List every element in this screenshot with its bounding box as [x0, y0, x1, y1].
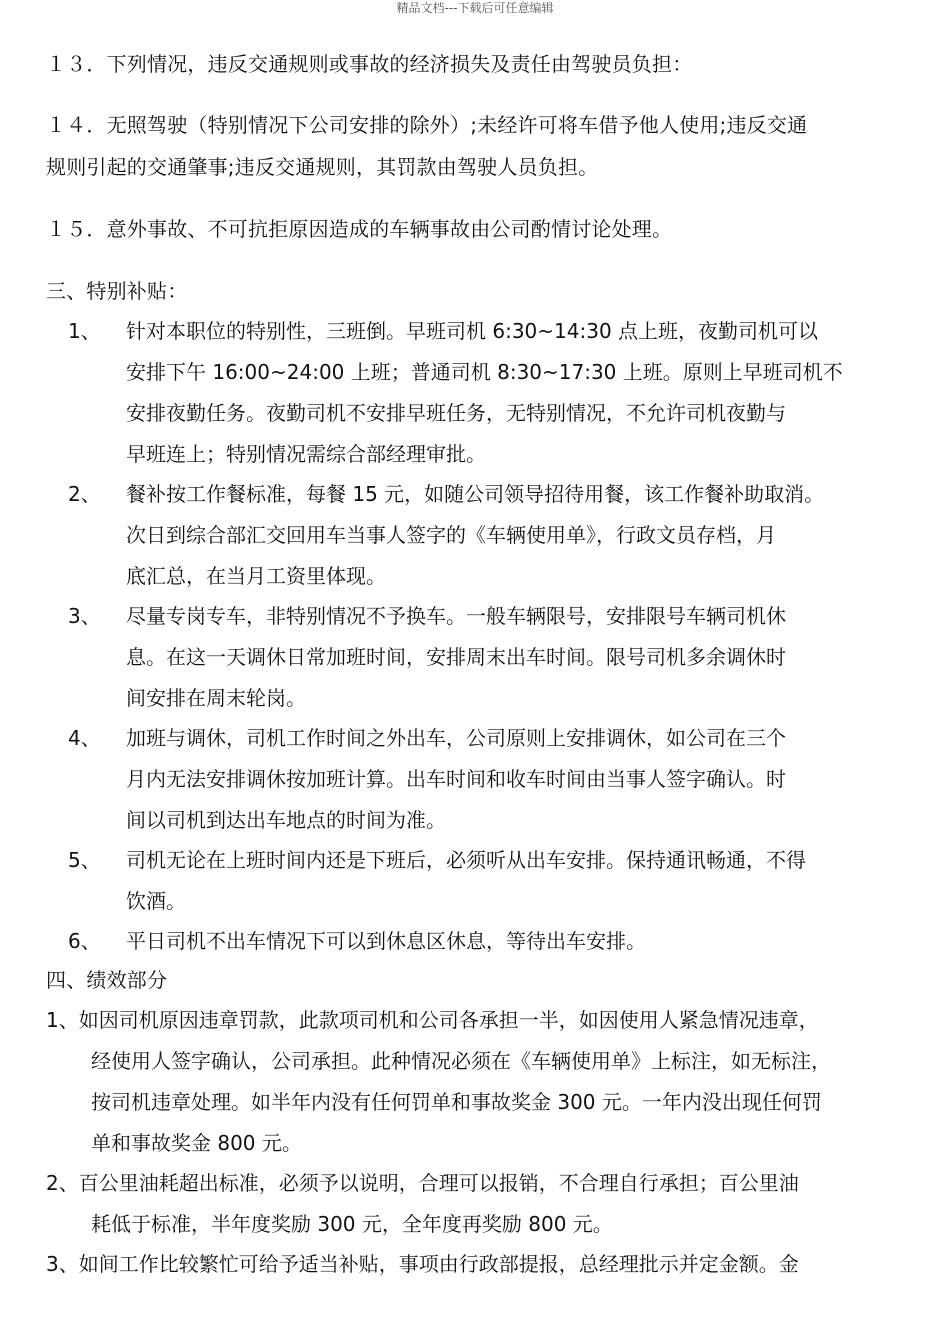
section-4-item-line: 3、如间工作比较繁忙可给予适当补贴，事项由行政部提报，总经理批示并定金额。金 — [46, 1252, 799, 1276]
section-3-item-number: 5、 — [68, 848, 101, 872]
section-3-item-line: 安排下午 16:00~24:00 上班；普通司机 8:30~17:30 上班。原则上早班司机不 — [126, 360, 843, 384]
section-3-item-line: 次日到综合部汇交回用车当事人签字的《车辆使用单》，行政文员存档，月 — [126, 523, 776, 547]
section-4-title: 四、绩效部分 — [46, 968, 168, 992]
section-3-item-line: 加班与调休，司机工作时间之外出车，公司原则上安排调休，如公司在三个 — [126, 726, 786, 750]
section-3-item-line: 息。在这一天调休日常加班时间，安排周末出车时间。限号司机多余调休时 — [126, 645, 786, 669]
section-4-item-line: 耗低于标准，半年度奖励 300 元，全年度再奖励 800 元。 — [91, 1212, 613, 1236]
rule-15: １５．意外事故、不可抗拒原因造成的车辆事故由公司酌情讨论处理。 — [46, 217, 673, 241]
section-4-item-line: 单和事故奖金 800 元。 — [91, 1131, 302, 1155]
section-3-item-number: 1、 — [68, 319, 101, 343]
section-3-item-line: 间以司机到达出车地点的时间为准。 — [126, 808, 446, 832]
section-3-item-line: 餐补按工作餐标准，每餐 15 元，如随公司领导招待用餐，该工作餐补助取消。 — [126, 482, 825, 506]
section-3-item-number: 3、 — [68, 604, 101, 628]
section-3-item-line: 月内无法安排调休按加班计算。出车时间和收车时间由当事人签字确认。时 — [126, 767, 786, 791]
document-watermark: 精品文档---下载后可任意编辑 — [396, 1, 554, 15]
section-4-item-line: 2、百公里油耗超出标准，必须予以说明，合理可以报销，不合理自行承担；百公里油 — [46, 1171, 799, 1195]
section-3-item-line: 安排夜勤任务。夜勤司机不安排早班任务，无特别情况，不允许司机夜勤与 — [126, 401, 786, 425]
section-4-item-line: 按司机违章处理。如半年内没有任何罚单和事故奖金 300 元。一年内没出现任何罚 — [91, 1090, 822, 1114]
section-3-item-line: 间安排在周末轮岗。 — [126, 686, 306, 710]
rule-14-line-1: １４．无照驾驶（特别情况下公司安排的除外）;未经许可将车借予他人使用;违反交通 — [46, 113, 808, 137]
rule-13: １３．下列情况，违反交通规则或事故的经济损失及责任由驾驶员负担： — [46, 52, 693, 76]
rule-14-line-2: 规则引起的交通肇事;违反交通规则，其罚款由驾驶人员负担。 — [46, 155, 599, 179]
section-3-item-line: 早班连上；特别情况需综合部经理审批。 — [126, 442, 486, 466]
section-3-item-number: 2、 — [68, 482, 101, 506]
section-3-item-line: 司机无论在上班时间内还是下班后，必须听从出车安排。保持通讯畅通，不得 — [126, 848, 806, 872]
section-3-item-line: 底汇总，在当月工资里体现。 — [126, 564, 386, 588]
section-3-item-line: 尽量专岗专车，非特别情况不予换车。一般车辆限号，安排限号车辆司机休 — [126, 604, 786, 628]
section-4-item-line: 经使用人签字确认，公司承担。此种情况必须在《车辆使用单》上标注，如无标注， — [91, 1049, 831, 1073]
section-3-item-line: 平日司机不出车情况下可以到休息区休息，等待出车安排。 — [126, 929, 646, 953]
section-3-item-number: 4、 — [68, 726, 101, 750]
section-3-item-number: 6、 — [68, 929, 101, 953]
section-3-title: 三、特别补贴： — [46, 279, 188, 303]
section-3-item-line: 饮酒。 — [126, 889, 186, 913]
section-3-item-line: 针对本职位的特别性，三班倒。早班司机 6:30~14:30 点上班，夜勤司机可以 — [126, 319, 819, 343]
section-4-item-line: 1、如因司机原因违章罚款，此款项司机和公司各承担一半，如因使用人紧急情况违章， — [46, 1008, 819, 1032]
